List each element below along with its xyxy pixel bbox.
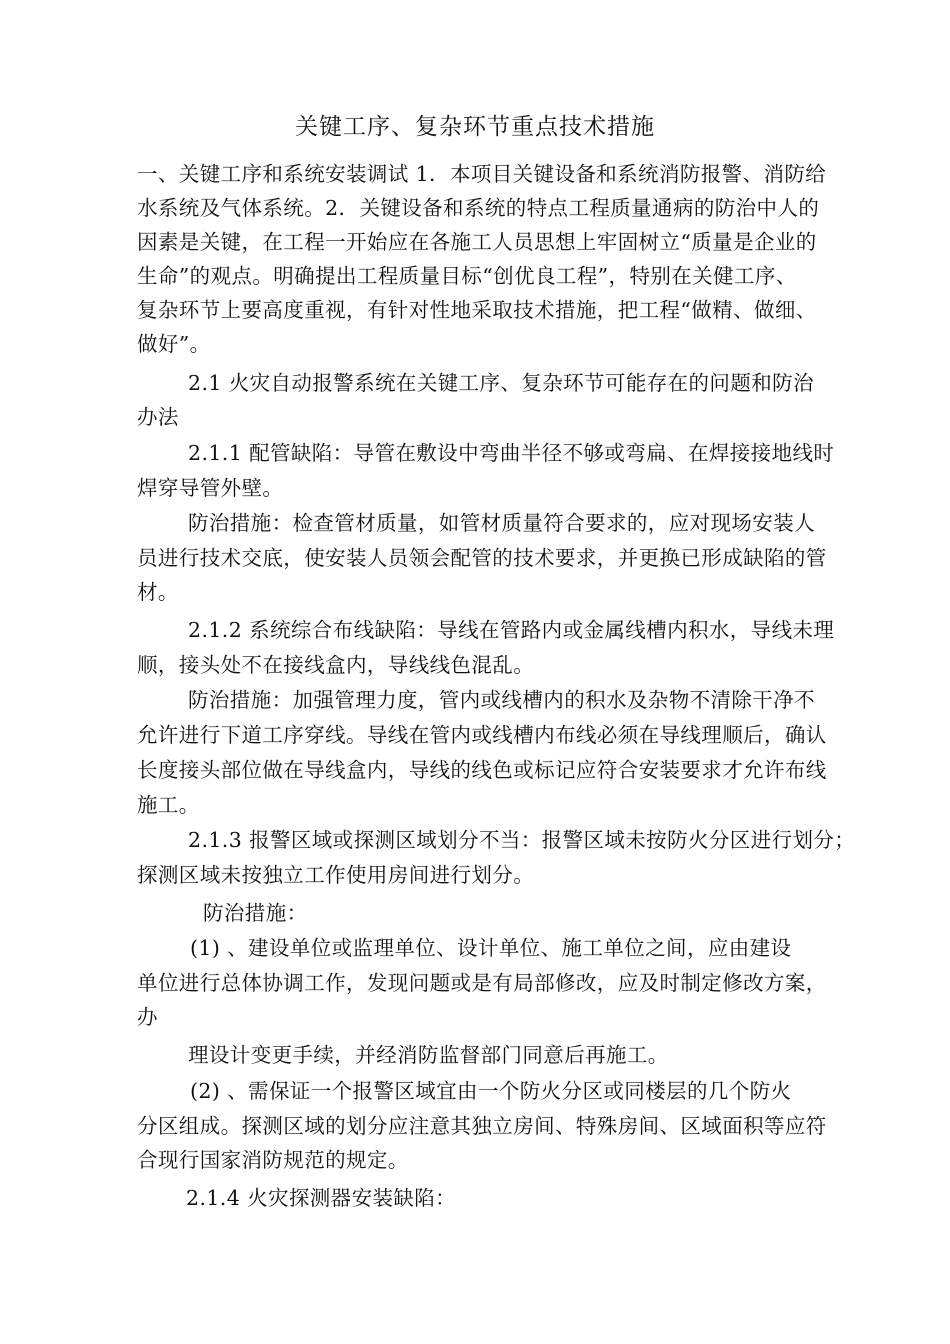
- text-line: 2.1.1 配管缺陷：导管在敷设中弯曲半径不够或弯扁、在焊接接地线时: [188, 441, 835, 465]
- text-line: 理设计变更手续，并经消防监督部门同意后再施工。: [188, 1043, 669, 1067]
- text-line: 防治措施：: [203, 901, 308, 925]
- text-line: 施工。: [137, 793, 200, 817]
- text-line: 做好”。: [137, 332, 211, 356]
- text-line: 长度接头部位做在导线盒内，导线的线色或标记应符合安装要求才允许布线: [137, 758, 827, 782]
- text-line: 办: [137, 1005, 158, 1029]
- text-line: 员进行技术交底，使安装人员领会配管的技术要求，并更换已形成缺陷的管: [137, 546, 827, 570]
- text-line: 防治措施：检查管材质量，如管材质量符合要求的，应对现场安装人: [188, 511, 815, 535]
- text-line: 复杂环节上要高度重视，有针对性地采取技术措施，把工程“做精、做细、: [137, 298, 817, 322]
- text-line: 探测区域未按独立工作使用房间进行划分。: [137, 863, 535, 887]
- text-line: (2) 、需保证一个报警区域宜由一个防火分区或同楼层的几个防火: [190, 1079, 792, 1103]
- text-line: 水系统及气体系统。2．关键设备和系统的特点工程质量通病的防治中人的: [137, 196, 820, 220]
- text-line: 生命”的观点。明确提出工程质量目标“创优良工程”，特别在关健工序、: [137, 264, 797, 288]
- text-line: 办法: [137, 405, 179, 429]
- text-line: 分区组成。探测区域的划分应注意其独立房间、特殊房间、区域面积等应符: [137, 1114, 827, 1138]
- text-line: 防治措施：加强管理力度，管内或线槽内的积水及杂物不清除干净不: [188, 688, 815, 712]
- text-line: (1) 、建设单位或监理单位、设计单位、施工单位之间，应由建设: [190, 936, 792, 960]
- text-line: 因素是关键，在工程一开始应在各施工人员思想上牢固树立“质量是企业的: [137, 230, 817, 254]
- text-line: 2.1 火灾自动报警系统在关键工序、复杂环节可能存在的问题和防治: [188, 371, 814, 395]
- text-line: 合现行国家消防规范的规定。: [137, 1148, 409, 1172]
- text-line: 材。: [137, 580, 179, 604]
- text-line: 2.1.2 系统综合布线缺陷：导线在管路内或金属线槽内积水，导线未理: [188, 618, 835, 642]
- text-line: 允许进行下道工序穿线。导线在管内或线槽内布线必须在导线理顺后，确认: [137, 723, 827, 747]
- text-line: 一、关键工序和系统安装调试 1．本项目关键设备和系统消防报警、消防给: [137, 162, 827, 186]
- text-line: 焊穿导管外壁。: [137, 476, 284, 500]
- text-line: 2.1.4 火灾探测器安装缺陷：: [186, 1186, 457, 1210]
- text-line: 顺，接头处不在接线盒内，导线线色混乱。: [137, 653, 535, 677]
- document-title: 关键工序、复杂环节重点技术措施: [295, 114, 655, 140]
- text-line: 2.1.3 报警区域或探测区域划分不当：报警区域未按防火分区进行划分；: [188, 828, 856, 852]
- text-line: 单位进行总体协调工作，发现问题或是有局部修改，应及时制定修改方案，: [137, 971, 827, 995]
